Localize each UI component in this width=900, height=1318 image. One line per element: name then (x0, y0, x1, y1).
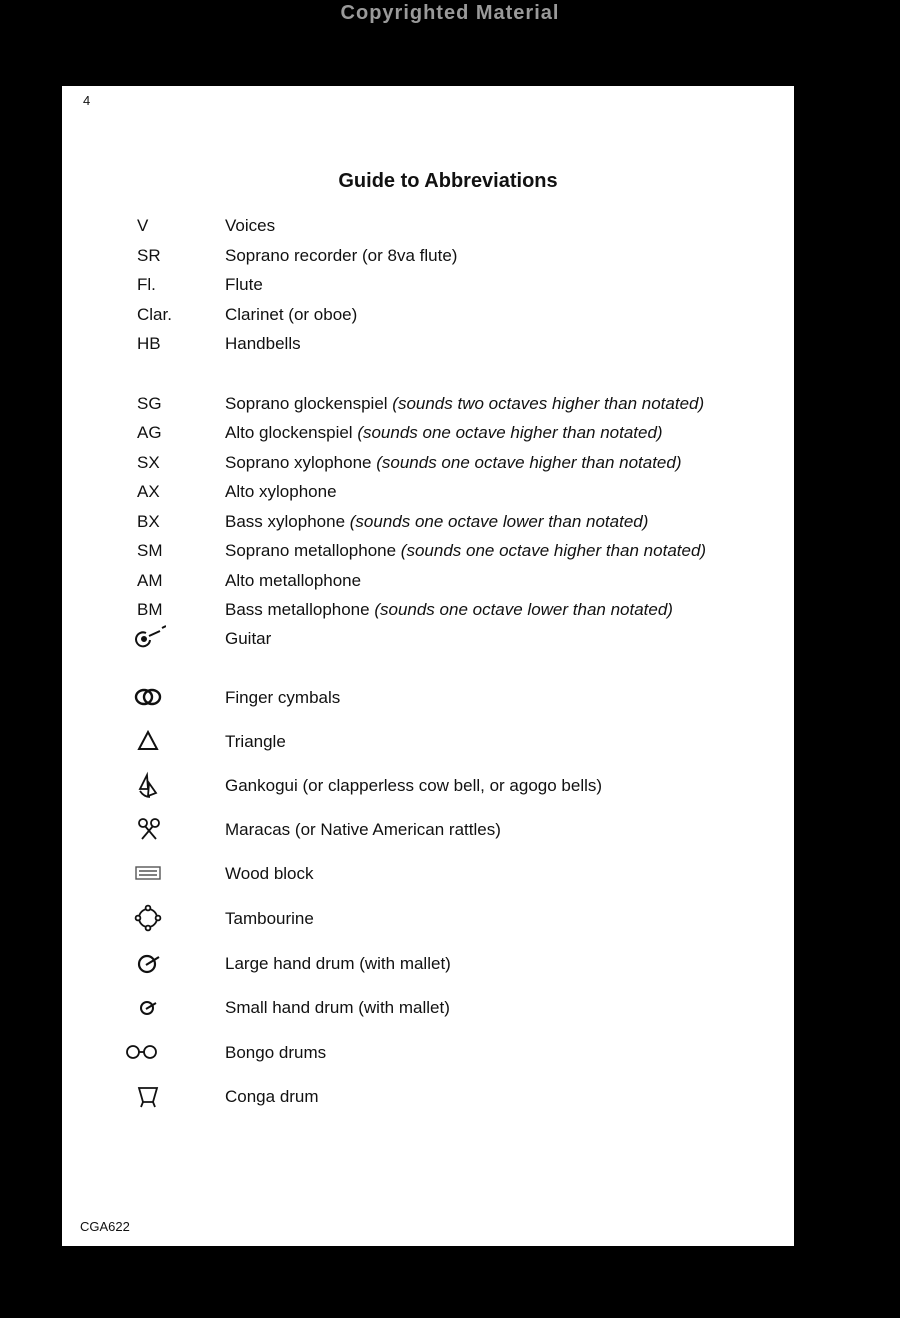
abbreviation-row (62, 302, 794, 328)
abbreviation-code: AX (137, 482, 160, 501)
abbreviation-description: Clarinet (or oboe) (225, 305, 358, 324)
symbol-description: Tambourine (225, 909, 314, 928)
symbol-description: Small hand drum (with mallet) (225, 998, 450, 1017)
abbreviation-row (62, 272, 794, 298)
abbreviation-description: Alto xylophone (225, 482, 337, 501)
abbreviation-description: Soprano metallophone (sounds one octave higher than notated) (225, 541, 707, 560)
maracas-icon (132, 814, 166, 844)
abbreviation-code: AM (137, 571, 163, 590)
abbreviation-note: (sounds one octave higher than notated) (400, 541, 707, 560)
abbreviation-code: SR (137, 246, 161, 265)
bongo-drums-icon (124, 1037, 158, 1067)
symbol-description: Large hand drum (with mallet) (225, 954, 451, 973)
abbreviation-description: Bass xylophone (sounds one octave lower than notated) (225, 512, 649, 531)
abbreviation-row (62, 420, 794, 446)
abbreviation-note: (sounds one octave higher than notated) (376, 453, 682, 472)
symbol-row (62, 817, 794, 843)
abbreviation-row (62, 538, 794, 564)
symbol-description: Maracas (or Native American rattles) (225, 820, 501, 839)
symbol-row (62, 995, 794, 1021)
guitar-icon (132, 623, 166, 653)
abbreviation-description: Soprano xylophone (sounds one octave higher than notated) (225, 453, 682, 472)
symbol-description: Finger cymbals (225, 688, 341, 707)
symbol-description: Guitar (225, 629, 272, 648)
conga-drum-icon (132, 1081, 166, 1111)
abbreviation-note: (sounds two octaves higher than notated) (392, 394, 705, 413)
abbreviation-row (62, 509, 794, 535)
abbreviation-code: SX (137, 453, 160, 472)
finger-cymbals-icon (132, 682, 166, 712)
abbreviation-row (62, 479, 794, 505)
abbreviation-description: Flute (225, 275, 263, 294)
symbol-row (62, 729, 794, 755)
symbol-row (62, 861, 794, 887)
large-hand-drum-icon (132, 948, 166, 978)
gankogui-icon (132, 770, 166, 800)
abbreviation-code: Clar. (137, 305, 172, 324)
symbol-description: Triangle (225, 732, 286, 751)
triangle-icon (132, 726, 166, 756)
abbreviation-description: Handbells (225, 334, 301, 353)
abbreviation-code: AG (137, 423, 162, 442)
symbol-description: Gankogui (or clapperless cow bell, or agogo bells) (225, 776, 603, 795)
abbreviation-description: Soprano recorder (or 8va flute) (225, 246, 458, 265)
small-hand-drum-icon (132, 992, 166, 1022)
tambourine-icon (132, 903, 166, 933)
symbol-row (62, 685, 794, 711)
abbreviation-row (62, 450, 794, 476)
abbreviation-code: HB (137, 334, 161, 353)
abbreviation-note: (sounds one octave lower than notated) (349, 512, 649, 531)
abbreviation-row (62, 391, 794, 417)
symbol-description: Wood block (225, 864, 314, 883)
abbreviation-row (62, 331, 794, 357)
abbreviation-description: Voices (225, 216, 276, 235)
abbreviation-row (62, 243, 794, 269)
symbol-row (62, 906, 794, 932)
symbol-row (62, 773, 794, 799)
abbreviation-note: (sounds one octave higher than notated) (357, 423, 663, 442)
abbreviation-description: Alto metallophone (225, 571, 362, 590)
symbol-row (62, 1040, 794, 1066)
abbreviation-code: SG (137, 394, 162, 413)
abbreviation-description: Alto glockenspiel (sounds one octave higher than notated) (225, 423, 663, 442)
symbol-row (62, 1084, 794, 1110)
symbol-row (62, 951, 794, 977)
catalog-code: CGA622 (80, 1219, 130, 1234)
page-number: 4 (83, 93, 91, 108)
abbreviation-row (62, 568, 794, 594)
wood-block-icon (132, 858, 166, 888)
abbreviation-code: Fl. (137, 275, 156, 294)
abbreviation-code: SM (137, 541, 163, 560)
symbol-description: Conga drum (225, 1087, 319, 1106)
symbol-description: Bongo drums (225, 1043, 327, 1062)
symbol-row (62, 626, 794, 652)
abbreviation-code: V (137, 216, 149, 235)
abbreviation-description: Bass metallophone (sounds one octave lower than notated) (225, 600, 673, 619)
page-title: Guide to Abbreviations (338, 170, 558, 192)
abbreviation-row (62, 597, 794, 623)
abbreviation-row (62, 213, 794, 239)
document-page (62, 86, 794, 1246)
copyright-watermark: Copyrighted Material (340, 2, 560, 24)
abbreviation-note: (sounds one octave lower than notated) (374, 600, 673, 619)
abbreviation-description: Soprano glockenspiel (sounds two octaves higher than notated) (225, 394, 705, 413)
abbreviation-code: BM (137, 600, 163, 619)
abbreviation-code: BX (137, 512, 160, 531)
